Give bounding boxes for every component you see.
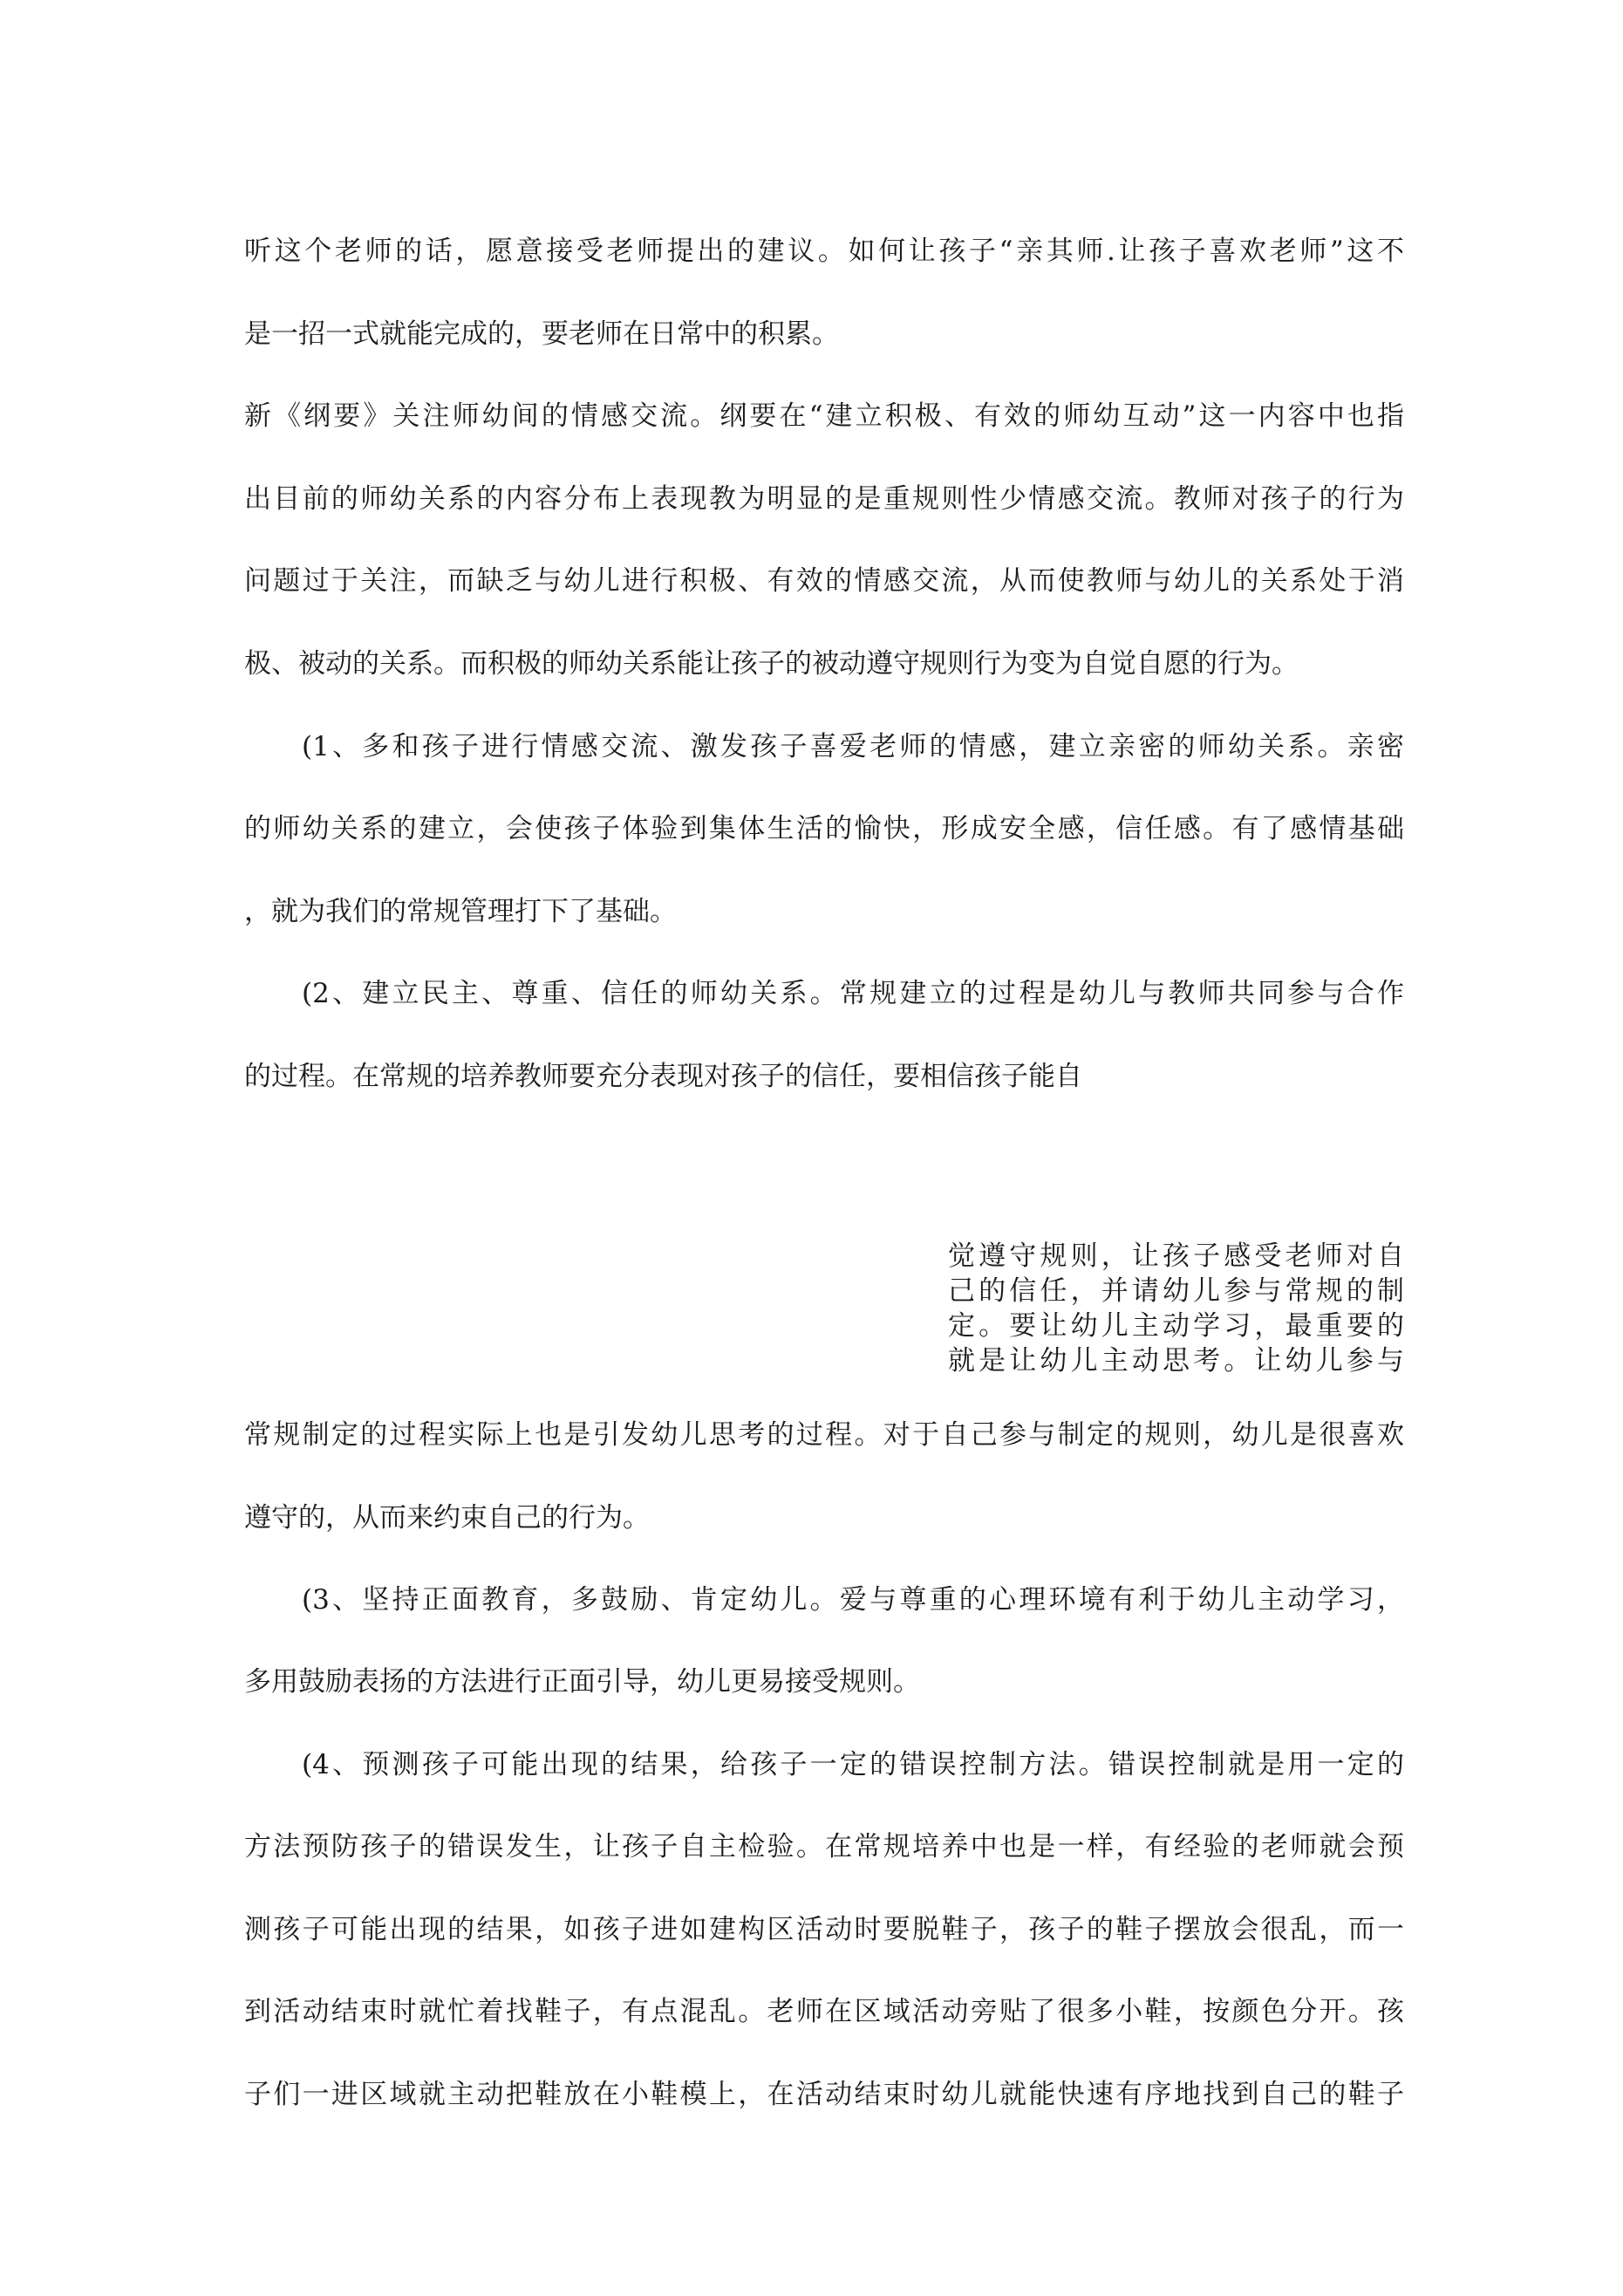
text-line: 遵守的，从而来约束自己的行为。 [244, 1502, 650, 1534]
text-line: 是一招一式就能完成的，要老师在日常中的积累。 [244, 318, 839, 350]
text-line: (4、预测孩子可能出现的结果，给孩子一定的错误控制方法。错误控制就是用一定的 [302, 1749, 1404, 1780]
text-line: 子们一进区域就主动把鞋放在小鞋模上，在活动结束时幼儿就能快速有序地找到自己的鞋子 [244, 2079, 1404, 2110]
text-line: (3、坚持正面教育，多鼓励、肯定幼儿。爱与尊重的心理环境有利于幼儿主动学习， [302, 1584, 1404, 1616]
text-line: (1、多和孩子进行情感交流、激发孩子喜爱老师的情感，建立亲密的师幼关系。亲密 [302, 731, 1404, 762]
text-line: 听这个老师的话，愿意接受老师提出的建议。如何让孩子“亲其师.让孩子喜欢老师”这不 [244, 236, 1404, 267]
text-line: 的师幼关系的建立，会使孩子体验到集体生活的愉快，形成安全感，信任感。有了感情基础 [244, 813, 1404, 844]
text-line: 测孩子可能出现的结果，如孩子进如建构区活动时要脱鞋子，孩子的鞋子摆放会很乱，而一 [244, 1914, 1404, 1945]
text-line: 到活动结束时就忙着找鞋子，有点混乱。老师在区域活动旁贴了很多小鞋，按颜色分开。孩 [244, 1996, 1404, 2027]
text-line: 的过程。在常规的培养教师要充分表现对孩子的信任，要相信孩子能自 [244, 1061, 1082, 1092]
text-line: 极、被动的关系。而积极的师幼关系能让孩子的被动遵守规则行为变为自觉自愿的行为。 [244, 648, 1299, 680]
text-line: 新《纲要》关注师幼间的情感交流。纲要在“建立积极、有效的师幼互动”这一内容中也指 [244, 400, 1404, 432]
text-line: 问题过于关注，而缺乏与幼儿进行积极、有效的情感交流，从而使教师与幼儿的关系处于消 [244, 565, 1404, 597]
text-line: 出目前的师幼关系的内容分布上表现教为明显的是重规则性少情感交流。教师对孩子的行为 [244, 483, 1404, 515]
text-line: 多用鼓励表扬的方法进行正面引导，幼儿更易接受规则。 [244, 1666, 920, 1698]
text-line: 方法预防孩子的错误发生，让孩子自主检验。在常规培养中也是一样，有经验的老师就会预 [244, 1831, 1404, 1862]
text-line: 常规制定的过程实际上也是引发幼儿思考的过程。对于自己参与制定的规则，幼儿是很喜欢 [244, 1419, 1404, 1451]
text-line: ，就为我们的常规管理打下了基础。 [244, 896, 677, 927]
text-box-line: 定。要让幼儿主动学习，最重要的 [948, 1310, 1404, 1342]
text-box-line: 就是让幼儿主动思考。让幼儿参与 [948, 1345, 1404, 1377]
text-box [948, 1239, 1404, 1378]
text-box-line: 己的信任，并请幼儿参与常规的制 [948, 1275, 1404, 1307]
text-line: (2、建立民主、尊重、信任的师幼关系。常规建立的过程是幼儿与教师共同参与合作 [302, 978, 1404, 1009]
text-box-line: 觉遵守规则，让孩子感受老师对自 [948, 1240, 1404, 1272]
